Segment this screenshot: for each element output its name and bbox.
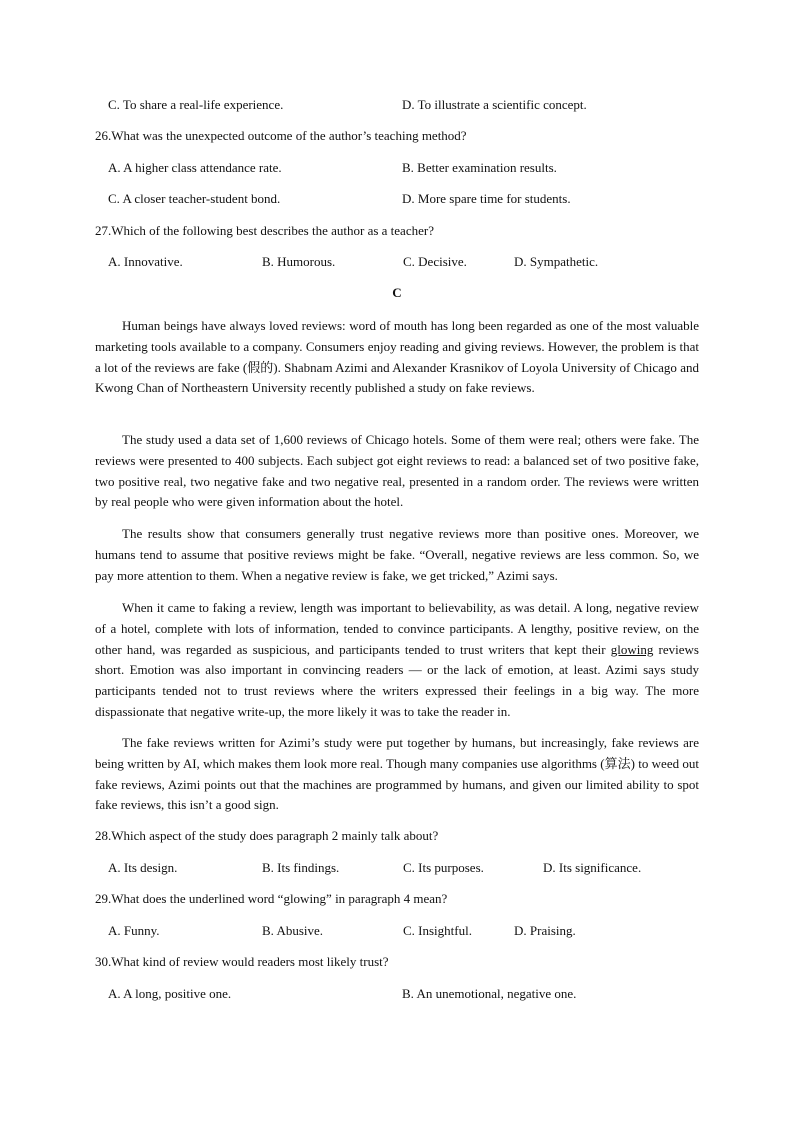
q28-option-a: A. Its design. <box>108 860 178 875</box>
q27-stem-row <box>0 222 794 240</box>
q29-option-b: B. Abusive. <box>262 923 324 938</box>
q29-stem-row <box>0 890 794 908</box>
q27-option-d: D. Sympathetic. <box>514 254 599 269</box>
q30-stem-row <box>0 953 794 971</box>
q26-stem: 26.What was the unexpected outcome of the author’s teaching method? <box>95 128 467 143</box>
q29-option-c: C. Insightful. <box>403 923 472 938</box>
q26-option-d: D. More spare time for students. <box>402 191 571 206</box>
q30-option-a: A. A long, positive one. <box>108 986 232 1001</box>
q27-option-b: B. Humorous. <box>262 254 336 269</box>
q29-options-row <box>0 922 794 940</box>
passage-paragraph-3: The results show that consumers generally trust negative reviews more than positive ones. Moreover, we humans tend to assume that positive reviews might be fake. “Overall, negative reviews are less common. So, we pay more attention to them. When a negative review is fake, we get tricked,” Azimi says. <box>95 526 699 583</box>
q28-stem: 28.Which aspect of the study does paragraph 2 mainly talk about? <box>95 828 439 843</box>
q28-option-d: D. Its significance. <box>543 860 642 875</box>
q26-options-row-1 <box>0 159 794 177</box>
section-title: C <box>392 285 402 300</box>
q26-option-c: C. A closer teacher-student bond. <box>108 191 281 206</box>
q27-option-a: A. Innovative. <box>108 254 183 269</box>
q26-option-b: B. Better examination results. <box>402 160 557 175</box>
paragraph-4-text-b: reviews short. Emotion was also important in convincing readers — or the lack of emotion, at least. Azimi says study participants tended not to trust reviews where the writers expressed their feelings in a big way. The more dispassionate that negative write-up, the more likely it was to take the reader in. <box>95 641 699 719</box>
passage-paragraph-1: Human beings have always loved reviews: word of mouth has long been regarded as one of the most valuable marketing tools available to a company. Consumers enjoy reading and giving reviews. However, the problem is that a lot of the reviews are fake (假的). Shabnam Azimi and Alexander Krasnikov of Loyola University of Chicago and Kwong Chan of Northeastern University recently published a study on fake reviews. <box>95 318 699 396</box>
q25-option-c: C. To share a real-life experience. <box>108 97 284 112</box>
q29-option-d: D. Praising. <box>514 923 576 938</box>
q29-option-a: A. Funny. <box>108 923 160 938</box>
q26-option-a: A. A higher class attendance rate. <box>108 160 282 175</box>
q27-stem: 27.Which of the following best describes the author as a teacher? <box>95 223 434 238</box>
q27-options-row <box>0 253 794 271</box>
q30-option-b: B. An unemotional, negative one. <box>402 986 577 1001</box>
q26-options-row-2 <box>0 190 794 208</box>
passage-paragraph-4 <box>95 598 699 723</box>
q29-stem: 29.What does the underlined word “glowing” in paragraph 4 mean? <box>95 891 448 906</box>
q30-options-row <box>0 985 794 1003</box>
underlined-word-glowing: glowing <box>610 641 654 657</box>
passage-paragraph-2: The study used a data set of 1,600 reviews of Chicago hotels. Some of them were real; others were fake. The reviews were presented to 400 subjects. Each subject got eight reviews to read: a balanced set of two positive fake, two positive real, two negative fake and two negative real, presented in a random order. The reviews were written by real people who were given information about the hotel. <box>95 432 699 510</box>
paragraph-4-text-a: When it came to faking a review, length was important to believability, as was detail. A long, negative review of a hotel, complete with lots of information, tended to convince participants. A lengthy, positive review, on the other hand, was regarded as suspicious, and participants tended to trust writers that kept their <box>95 600 699 657</box>
q27-option-c: C. Decisive. <box>403 254 467 269</box>
q28-option-c: C. Its purposes. <box>403 860 484 875</box>
q28-options-row <box>0 859 794 877</box>
passage-paragraph-5: The fake reviews written for Azimi’s study were put together by humans, but increasingly, fake reviews are being written by AI, which makes them look more real. Though many companies use algorithms (算法) to weed out fake reviews, Azimi points out that the machines are programmed by humans, and given our limited ability to spot fake reviews, this isn’t a good sign. <box>95 735 699 813</box>
q25-option-d: D. To illustrate a scientific concept. <box>402 97 587 112</box>
q30-stem: 30.What kind of review would readers most likely trust? <box>95 954 389 969</box>
q28-stem-row <box>0 827 794 845</box>
q25-options-row <box>0 96 794 114</box>
q26-stem-row <box>0 127 794 145</box>
q28-option-b: B. Its findings. <box>262 860 340 875</box>
